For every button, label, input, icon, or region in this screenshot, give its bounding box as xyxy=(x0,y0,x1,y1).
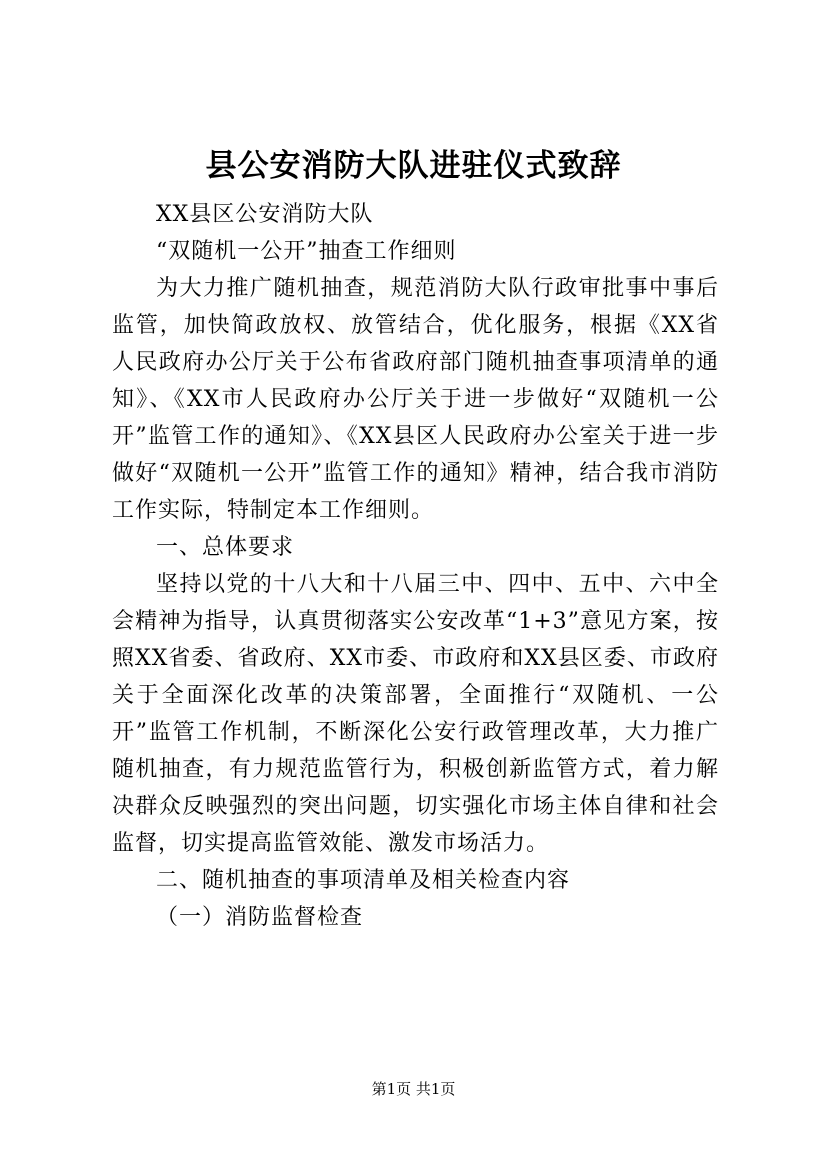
page-footer: 第1页 共1页 xyxy=(371,1080,456,1098)
document-title: 县公安消防大队进驻仪式致辞 xyxy=(205,148,622,184)
document-body xyxy=(112,196,719,936)
paragraph-intro: 为大力推广随机抽查，规范消防大队行政审批事中事后监管，加快简政放权、放管结合，优化服务，根据《XX省人民政府办公厅关于公布省政府部门随机抽查事项清单的通知》、《XX市人民政府办公厅关于进一步做好“双随机一公开”监管工作的通知》、《XX县区人民政府办公室关于进一步做好“双随机一公开”监管工作的通知》精神，结合我市消防工作实际，特制定本工作细则。 xyxy=(112,276,719,523)
section-heading-inspection-items: 二、随机抽查的事项清单及相关检查内容 xyxy=(156,868,571,893)
paragraph-rules-heading: “双随机一公开”抽查工作细则 xyxy=(156,239,457,264)
paragraph-general-requirements: 坚持以党的十八大和十八届三中、四中、五中、六中全会精神为指导，认真贯彻落实公安改革“1+3”意见方案，按照XX省委、省政府、XX市委、市政府和XX县区委、市政府关于全面深化改革的决策部署，全面推行“双随机、一公开”监管工作机制，不断深化公安行政管理改革，大力推广随机抽查，有力规范监管行为，积极创新监管方式，着力解决群众反映强烈的突出问题，切实强化市场主体自律和社会监督，切实提高监管效能、激发市场活力。 xyxy=(112,572,719,856)
paragraph-unit-name: XX县区公安消防大队 xyxy=(156,202,374,227)
section-heading-general-requirements: 一、总体要求 xyxy=(156,535,295,560)
subsection-heading-fire-inspection: （一）消防监督检查 xyxy=(156,905,364,930)
